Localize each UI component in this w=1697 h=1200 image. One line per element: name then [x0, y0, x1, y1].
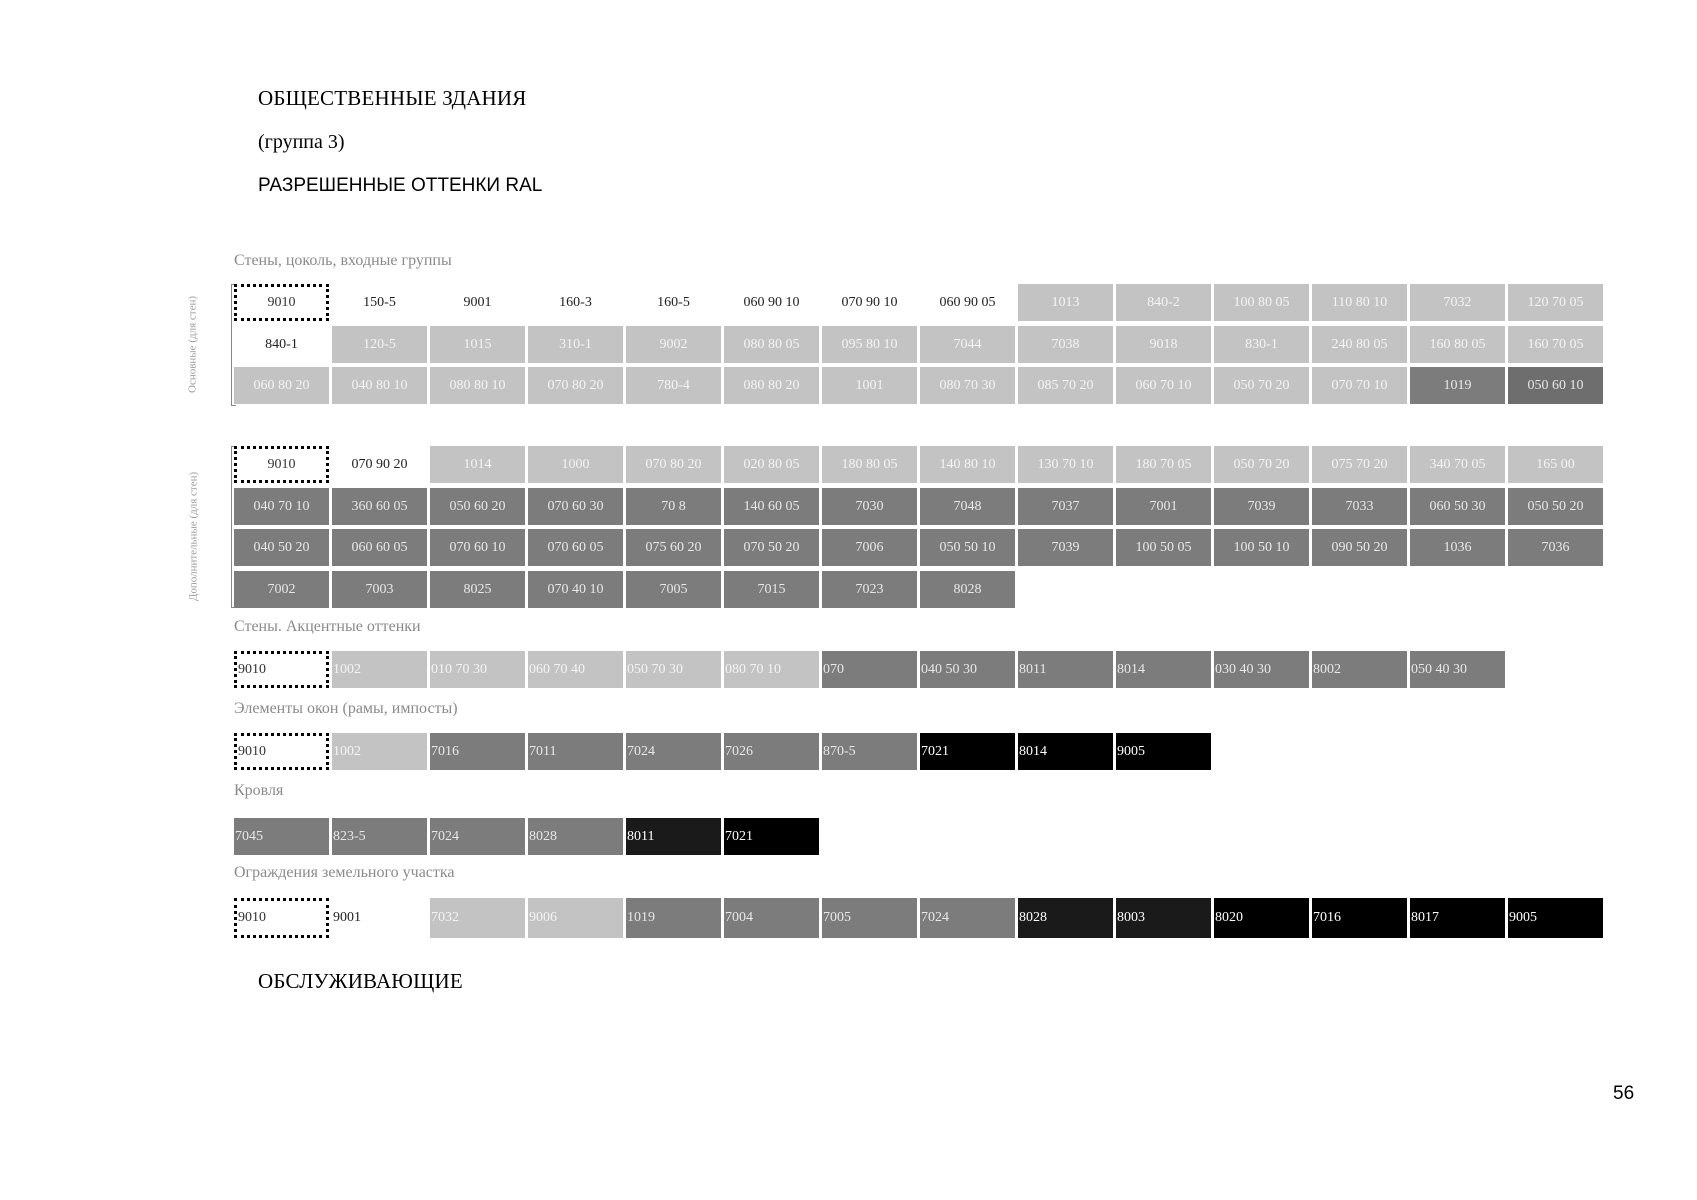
color-swatch: 7016	[430, 733, 525, 770]
color-swatch: 9018	[1116, 326, 1211, 363]
color-swatch: 060 70 10	[1116, 367, 1211, 404]
color-swatch: 823-5	[332, 818, 427, 855]
color-swatch: 7003	[332, 571, 427, 608]
color-swatch: 050 70 20	[1214, 446, 1309, 483]
color-swatch: 020 80 05	[724, 446, 819, 483]
color-swatch: 7021	[724, 818, 819, 855]
color-swatch: 050 70 30	[626, 651, 721, 688]
color-swatch: 075 60 20	[626, 529, 721, 566]
color-swatch: 060 90 10	[724, 284, 819, 321]
color-swatch: 150-5	[332, 284, 427, 321]
color-swatch: 120-5	[332, 326, 427, 363]
color-swatch: 7045	[234, 818, 329, 855]
color-swatch: 9001	[430, 284, 525, 321]
color-swatch: 095 80 10	[822, 326, 917, 363]
color-swatch: 090 50 20	[1312, 529, 1407, 566]
color-swatch: 1036	[1410, 529, 1505, 566]
color-swatch: 7039	[1214, 488, 1309, 525]
color-swatch: 8020	[1214, 898, 1309, 938]
color-swatch: 7032	[1410, 284, 1505, 321]
color-swatch: 8011	[626, 818, 721, 855]
color-swatch: 1015	[430, 326, 525, 363]
color-swatch: 040 50 20	[234, 529, 329, 566]
color-swatch: 870-5	[822, 733, 917, 770]
color-swatch: 8011	[1018, 651, 1113, 688]
color-swatch: 070 80 20	[528, 367, 623, 404]
section-subtitle: РАЗРЕШЕННЫЕ ОТТЕНКИ RAL	[258, 175, 543, 196]
color-swatch: 7002	[234, 571, 329, 608]
color-swatch: 7026	[724, 733, 819, 770]
color-swatch: 7023	[822, 571, 917, 608]
color-swatch: 840-2	[1116, 284, 1211, 321]
accent-section-label: Стены. Акцентные оттенки	[234, 618, 421, 635]
color-swatch: 070 90 10	[822, 284, 917, 321]
color-swatch: 7048	[920, 488, 1015, 525]
color-swatch: 070 60 10	[430, 529, 525, 566]
color-swatch: 070 60 05	[528, 529, 623, 566]
color-swatch: 9010	[234, 284, 329, 321]
color-swatch: 100 50 05	[1116, 529, 1211, 566]
color-swatch: 070 60 30	[528, 488, 623, 525]
color-swatch: 160 80 05	[1410, 326, 1505, 363]
color-swatch: 360 60 05	[332, 488, 427, 525]
color-swatch: 780-4	[626, 367, 721, 404]
color-swatch: 7030	[822, 488, 917, 525]
color-swatch: 7038	[1018, 326, 1113, 363]
color-swatch: 9002	[626, 326, 721, 363]
color-swatch: 7039	[1018, 529, 1113, 566]
color-swatch: 9001	[332, 898, 427, 938]
color-swatch: 8014	[1116, 651, 1211, 688]
color-swatch: 7032	[430, 898, 525, 938]
color-swatch: 080 70 10	[724, 651, 819, 688]
color-swatch: 060 90 05	[920, 284, 1015, 321]
color-swatch: 060 70 40	[528, 651, 623, 688]
color-swatch: 050 40 30	[1410, 651, 1505, 688]
color-swatch: 1002	[332, 733, 427, 770]
color-swatch: 840-1	[234, 326, 329, 363]
color-swatch: 1002	[332, 651, 427, 688]
color-swatch: 060 50 30	[1410, 488, 1505, 525]
color-swatch: 160-5	[626, 284, 721, 321]
color-swatch: 7001	[1116, 488, 1211, 525]
color-swatch: 8017	[1410, 898, 1505, 938]
color-swatch: 080 80 05	[724, 326, 819, 363]
color-swatch: 080 70 30	[920, 367, 1015, 404]
color-swatch: 180 70 05	[1116, 446, 1211, 483]
color-swatch: 085 70 20	[1018, 367, 1113, 404]
color-swatch: 9006	[528, 898, 623, 938]
color-swatch: 8028	[1018, 898, 1113, 938]
color-swatch: 7021	[920, 733, 1015, 770]
color-swatch: 120 70 05	[1508, 284, 1603, 321]
group-label: (группа 3)	[258, 131, 345, 153]
color-swatch: 830-1	[1214, 326, 1309, 363]
color-swatch: 7016	[1312, 898, 1407, 938]
windows-section-label: Элементы окон (рамы, импосты)	[234, 700, 458, 717]
color-swatch: 8002	[1312, 651, 1407, 688]
color-swatch: 8003	[1116, 898, 1211, 938]
main-side-label: Основные (для стен)	[186, 296, 199, 393]
color-swatch: 7011	[528, 733, 623, 770]
color-swatch: 140 60 05	[724, 488, 819, 525]
color-swatch: 7024	[626, 733, 721, 770]
color-swatch: 100 50 10	[1214, 529, 1309, 566]
color-swatch: 070 50 20	[724, 529, 819, 566]
color-swatch: 040 70 10	[234, 488, 329, 525]
color-swatch: 130 70 10	[1018, 446, 1113, 483]
color-swatch: 9010	[234, 733, 329, 770]
color-swatch: 1019	[1410, 367, 1505, 404]
color-swatch: 1001	[822, 367, 917, 404]
page-number: 56	[1613, 1083, 1635, 1104]
color-swatch: 100 80 05	[1214, 284, 1309, 321]
color-swatch: 030 40 30	[1214, 651, 1309, 688]
color-swatch: 1014	[430, 446, 525, 483]
color-swatch: 7015	[724, 571, 819, 608]
color-swatch: 240 80 05	[1312, 326, 1407, 363]
color-swatch: 070	[822, 651, 917, 688]
color-swatch: 9005	[1508, 898, 1603, 938]
color-swatch: 070 70 10	[1312, 367, 1407, 404]
color-swatch: 9010	[234, 898, 329, 938]
color-swatch: 340 70 05	[1410, 446, 1505, 483]
next-section-title: ОБСЛУЖИВАЮЩИЕ	[258, 969, 463, 993]
color-swatch: 070 80 20	[626, 446, 721, 483]
color-swatch: 070 40 10	[528, 571, 623, 608]
color-swatch: 070 90 20	[332, 446, 427, 483]
color-swatch: 080 80 20	[724, 367, 819, 404]
color-swatch: 7005	[626, 571, 721, 608]
color-swatch: 7033	[1312, 488, 1407, 525]
walls-section-label: Стены, цоколь, входные группы	[234, 252, 452, 269]
color-swatch: 7005	[822, 898, 917, 938]
color-swatch: 8028	[528, 818, 623, 855]
page-title: ОБЩЕСТВЕННЫЕ ЗДАНИЯ	[258, 86, 527, 110]
color-swatch: 7024	[430, 818, 525, 855]
color-swatch: 180 80 05	[822, 446, 917, 483]
color-swatch: 050 70 20	[1214, 367, 1309, 404]
color-swatch: 7037	[1018, 488, 1113, 525]
color-swatch: 075 70 20	[1312, 446, 1407, 483]
color-swatch: 050 50 10	[920, 529, 1015, 566]
color-swatch: 310-1	[528, 326, 623, 363]
color-swatch: 060 80 20	[234, 367, 329, 404]
color-swatch: 050 60 20	[430, 488, 525, 525]
color-swatch: 7004	[724, 898, 819, 938]
color-swatch: 1019	[626, 898, 721, 938]
color-swatch: 080 80 10	[430, 367, 525, 404]
color-swatch: 050 50 20	[1508, 488, 1603, 525]
color-swatch: 060 60 05	[332, 529, 427, 566]
extra-side-label: Дополнительные (для стен)	[187, 471, 200, 602]
color-swatch: 9010	[234, 446, 329, 483]
color-swatch: 040 50 30	[920, 651, 1015, 688]
color-swatch: 1000	[528, 446, 623, 483]
color-swatch: 050 60 10	[1508, 367, 1603, 404]
color-swatch: 9005	[1116, 733, 1211, 770]
fence-section-label: Ограждения земельного участка	[234, 864, 455, 881]
color-swatch: 160 70 05	[1508, 326, 1603, 363]
color-swatch: 110 80 10	[1312, 284, 1407, 321]
color-swatch: 70 8	[626, 488, 721, 525]
color-swatch: 8028	[920, 571, 1015, 608]
roof-section-label: Кровля	[234, 782, 284, 799]
color-swatch: 7044	[920, 326, 1015, 363]
color-swatch: 1013	[1018, 284, 1113, 321]
color-swatch: 160-3	[528, 284, 623, 321]
color-swatch: 8025	[430, 571, 525, 608]
color-swatch: 9010	[234, 651, 329, 688]
color-swatch: 7024	[920, 898, 1015, 938]
color-swatch: 165 00	[1508, 446, 1603, 483]
color-swatch: 140 80 10	[920, 446, 1015, 483]
color-swatch: 010 70 30	[430, 651, 525, 688]
color-swatch: 7036	[1508, 529, 1603, 566]
color-swatch: 040 80 10	[332, 367, 427, 404]
color-swatch: 7006	[822, 529, 917, 566]
color-swatch: 8014	[1018, 733, 1113, 770]
